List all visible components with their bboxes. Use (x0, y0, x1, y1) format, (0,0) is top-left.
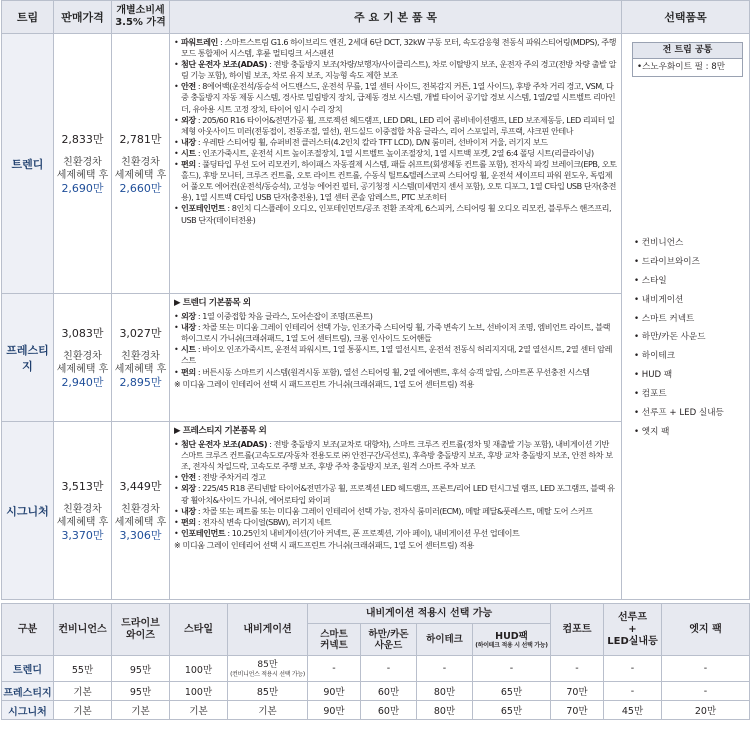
section-title: ▶ 트렌디 기본품목 외 (174, 298, 251, 308)
cell-edge: 20만 (662, 701, 750, 720)
options-panel (622, 34, 750, 600)
option-list-item: • 엣지 팩 (634, 426, 670, 437)
price-tax-cell: 3,027만 친환경차 세제혜택 후 2,895만 (112, 294, 170, 422)
col-convenience: 컨비니언스 (54, 604, 112, 656)
table-row (2, 701, 750, 720)
option-list-item: • 하이테크 (634, 351, 676, 362)
cell-sunroof: 45만 (604, 701, 662, 720)
price-cell: 2,833만 친환경차 세제혜택 후 2,690만 (54, 34, 112, 294)
feature-group: • 내장 : 차콜 또는 미디움 그레이 인테리어 선택 가능, 인조가죽 스티어링 휠, 가죽 변속기 노브, 선바이저 조명, 엠비언트 라이트, 블랙하이그로시 가니쉬(크래쉬패드, 1열 도어 센터트림), 크롬 인사이드 도어핸들 (174, 322, 611, 344)
cell-edge: - (662, 682, 750, 701)
features-trendy (170, 34, 622, 294)
cell-navigation: 85만 (컨비니언스 적용시 선택 가능) (228, 656, 308, 682)
cell-convenience: 기본 (54, 701, 112, 720)
col-hud: HUD팩 (하이테크 적용 시 선택 가능) (473, 624, 551, 656)
cell-style: 100만 (170, 656, 228, 682)
table-row (2, 682, 750, 701)
cell-hud: 65만 (473, 682, 551, 701)
cell-comfort: 70만 (551, 682, 604, 701)
cell-hitech: - (417, 656, 473, 682)
cell-smart-connect: 90만 (308, 682, 361, 701)
feature-group: • 편의 : 전자식 변속 다이얼(SBW), 러기지 네트 (174, 516, 332, 527)
table-row (2, 656, 750, 682)
cell-style: 100만 (170, 682, 228, 701)
cell-drivewise: 기본 (112, 701, 170, 720)
trim-name: 시그니처 (2, 422, 54, 600)
common-option-item: •스노우화이트 펄 : 8만 (637, 62, 726, 72)
option-list-item: • 스타일 (634, 275, 667, 286)
feature-group: • 외장 : 225/45 R18 콘티넨탈 타이어&전면가공 휠, 프로젝션 LED 헤드램프, 프론트/리어 LED 턴시그널 램프, LED 포그램프, 블랙 유광 휠아치&사이드 가니쉬, 에어로타입 와이퍼 (174, 483, 615, 505)
features-signature (170, 422, 622, 600)
option-list (622, 234, 724, 442)
col-style: 스타일 (170, 604, 228, 656)
price-cell: 3,513만 친환경차 세제혜택 후 3,370만 (54, 422, 112, 600)
common-option-title: 전 트림 공통 (633, 43, 742, 59)
cell-smart-connect: - (308, 656, 361, 682)
cell-style: 기본 (170, 701, 228, 720)
cell-sunroof: - (604, 656, 662, 682)
feature-group: • 편의 : 풀딩타입 무선 도어 리모컨키, 하이패스 자동결제 시스템, 패들 쉬프트(회생제동 컨트롤 포함), 전자식 파킹 브레이크(EPB, 오토홀드), 후방 모니터, 크루즈 컨트롤, 오토 라이트 컨트롤, 수동식 틸트&텔레스코픽 스티어링 휠, 운전석 세이프티 파워 윈도우, 독립제어 풀오토 에어컨(운전석/동승석), 고성능 에어컨 필터, 공기청정 시스템(미세먼지 센서 포함), 오토 디포그, 1열 C타입 USB 단자(충전용), 1열 시트백 C타입 USB 단자(충전용), 1열 센터 콘솔 암레스트, PTC 보조히터 (174, 159, 617, 203)
cell-hud: 65만 (473, 701, 551, 720)
common-option-box (632, 42, 743, 77)
cell-drivewise: 95만 (112, 656, 170, 682)
feature-group: • 인포테인먼트 : 8인치 디스플레이 오디오, 인포테인먼트/공조 전환 조작계, 6스피커, 스티어링 휠 오디오 리모컨, 블루투스 핸즈프리, USB 단자(데이터전용) (174, 203, 612, 225)
header-features: 주 요 기 본 품 목 (170, 1, 622, 34)
header-price: 판매가격 (54, 1, 112, 34)
col-harman-kardon: 하만/카돈 사운드 (361, 624, 417, 656)
option-list-item: • 하만/카돈 사운드 (634, 332, 706, 343)
trim-name: 프레스티지 (2, 294, 54, 422)
col-drivewise: 드라이브 와이즈 (112, 604, 170, 656)
cell-hud: - (473, 656, 551, 682)
footnote: ※ 미디움 그레이 인테리어 선택 시 패드프린트 가니쉬(크래쉬패드, 1열 도어 센터트림) 적용 (174, 378, 474, 389)
feature-group: • 시트 : 바이오 인조가죽시트, 운전석 파워시트, 1열 통풍시트, 1열 열선시트, 운전석 전동식 허리지지대, 2열 열선시트, 2열 센터 암레스트 (174, 344, 612, 366)
feature-group: • 인포테인먼트 : 10.25인치 내비게이션(기아 커넥트, 폰 프로젝션, 기아 페이), 내비게이션 무선 업데이트 (174, 527, 520, 538)
feature-group: • 파워트레인 : 스마트스트림 G1.6 하이브리드 엔진, 2세대 6단 DCT, 32kW 구동 모터, 속도감응형 전동식 파워스티어링(MDPS), 주행모드 통합제어 시스템, 후륜 멀티링크 서스펜션 (174, 37, 616, 59)
price-tax-cell: 2,781만 친환경차 세제혜택 후 2,660만 (112, 34, 170, 294)
feature-group: • 안전 : 전방 주차거리 경고 (174, 472, 266, 483)
row-trim: 프레스티지 (2, 682, 54, 701)
trim-name: 트렌디 (2, 34, 54, 294)
option-list-item: • 드라이브와이즈 (634, 256, 700, 267)
header-options: 선택품목 (622, 1, 750, 34)
row-trim: 시그니처 (2, 701, 54, 720)
feature-group: • 내장 : 차콜 또는 페트롤 또는 미디움 그레이 인테리어 선택 가능, 전자식 룸미러(ECM), 메탈 페달&풋레스트, 메탈 도어 스커프 (174, 505, 593, 516)
col-sunroof: 선루프 + LED실내등 (604, 604, 662, 656)
option-list-item: • 내비게이션 (634, 294, 684, 305)
section-title: ▶ 프레스티지 기본품목 외 (174, 426, 267, 436)
feature-group: • 외장 : 1열 이중접합 차음 글라스, 도어손잡이 조명(프론트) (174, 311, 373, 322)
feature-group: • 내장 : 우레탄 스티어링 휠, 슈퍼비전 클러스터(4.2인치 칼라 TFT LCD), D/N 룸미러, 선바이저 거울, 러기지 보드 (174, 136, 548, 147)
col-trim: 구분 (2, 604, 54, 656)
feature-group: • 첨단 운전자 보조(ADAS) : 전방 충돌방지 보조(차량/보행자/사이클리스트), 차로 이탈방지 보조, 운전자 주의 경고(전방 차량 출발 알림 기능 포함), 하이빔 보조, 차로 유지 보조, 지능형 속도 제한 보조 (174, 59, 617, 81)
cell-harman: 60만 (361, 701, 417, 720)
price-cell: 3,083만 친환경차 세제혜택 후 2,940만 (54, 294, 112, 422)
feature-group: • 안전 : 8에어백(운전석/동승석 어드밴스드, 운전석 무릎, 1열 센터 사이드, 전복감지 커튼, 1열 사이드), 후방 주차 거리 경고, VSM, 다중 충돌방지 자동 제동 시스템, 경사로 밀림방지 장치, 급제동 경보 시스템, 개별 타이어 공기압 경보 시스템, 1열/2열 시트벨트 리마인더, 유아용 시트 고정 장치, 타이어 임시 수리 장치 (174, 81, 616, 114)
features-prestige (170, 294, 622, 422)
option-list-item: • 컴포트 (634, 389, 667, 400)
footnote: ※ 미디움 그레이 인테리어 선택 시 패드프린트 가니쉬(크래쉬패드, 1열 도어 센터트림) 적용 (174, 539, 474, 550)
row-trim: 트렌디 (2, 656, 54, 682)
cell-drivewise: 95만 (112, 682, 170, 701)
option-price-table (1, 603, 750, 720)
header-tax-price: 개별소비세 3.5% 가격 (112, 1, 170, 34)
col-edge-pack: 엣지 팩 (662, 604, 750, 656)
cell-navigation: 기본 (228, 701, 308, 720)
feature-group: • 첨단 운전자 보조(ADAS) : 전방 충돌방지 보조(교차로 대향차), 스마트 크루즈 컨트롤(정차 및 재출발 기능 포함), 내비게이션 기반 스마트 크루즈 컨트롤(고속도로/자동차 전용도로 ㈜ 안전구간/곡선로), 후측방 충돌방지 보조, 후방 교차 충돌방지 보조, 안전 하차 보조, 전자식 차일드락, 고속도로 주행 보조, 후방 주차 충돌방지 보조, 원격 스마트 주차 보조 (174, 439, 613, 472)
header-trim: 트림 (2, 1, 54, 34)
cell-edge: - (662, 656, 750, 682)
col-navigation: 내비게이션 (228, 604, 308, 656)
cell-sunroof: - (604, 682, 662, 701)
navi-group-header: 내비게이션 적용시 선택 가능 (308, 604, 551, 624)
option-list-item: • HUD 팩 (634, 370, 673, 381)
col-hitech: 하이테크 (417, 624, 473, 656)
feature-group: • 시트 : 인조가죽시트, 운전석 시트 높이조절장치, 1열 시트벨트 높이조절장치, 1열 시트백 포켓, 2열 6:4 폴딩 시트(리클라이닝) (174, 147, 594, 158)
cell-navigation: 85만 (228, 682, 308, 701)
feature-group: • 외장 : 205/60 R16 타이어&전면가공 휠, 프로젝션 헤드램프, LED DRL, LED 리어 콤비네이션램프, LED 보조제동등, LED 리피터 일체형 아웃사이드 미러(전동접이, 전동조절, 열선), 윈드실드 이중접합 차음 글라스, 리어 스포일러, 루프랙, 샤크핀 안테나 (174, 114, 615, 136)
col-comfort: 컴포트 (551, 604, 604, 656)
cell-harman: 60만 (361, 682, 417, 701)
cell-convenience: 기본 (54, 682, 112, 701)
cell-comfort: - (551, 656, 604, 682)
cell-hitech: 80만 (417, 701, 473, 720)
cell-convenience: 55만 (54, 656, 112, 682)
option-list-item: • 선루프 + LED 실내등 (634, 408, 724, 419)
cell-hitech: 80만 (417, 682, 473, 701)
cell-harman: - (361, 656, 417, 682)
option-list-item: • 컨비니언스 (634, 238, 684, 248)
option-list-item: • 스마트 커넥트 (634, 313, 695, 324)
trim-price-table (1, 0, 750, 600)
col-smart-connect: 스마트 커넥트 (308, 624, 361, 656)
cell-comfort: 70만 (551, 701, 604, 720)
cell-smart-connect: 90만 (308, 701, 361, 720)
price-tax-cell: 3,449만 친환경차 세제혜택 후 3,306만 (112, 422, 170, 600)
feature-group: • 편의 : 버튼시동 스마트키 시스템(원격시동 포함), 열선 스티어링 휠, 2열 에어벤트, 후석 승객 알림, 스마트폰 무선충전 시스템 (174, 366, 590, 377)
